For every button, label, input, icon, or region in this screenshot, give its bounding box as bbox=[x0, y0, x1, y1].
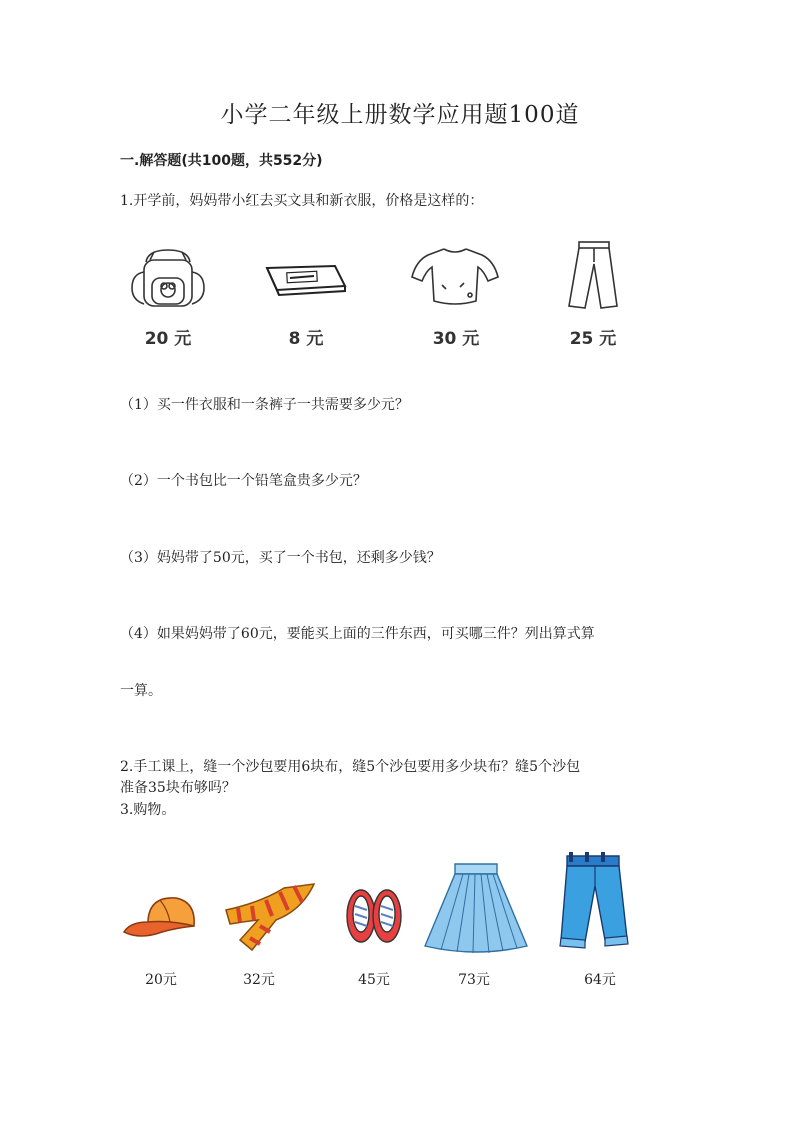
problem-2-line-2: 准备35块布够吗？ bbox=[120, 780, 236, 796]
question-1-4: （4）如果妈妈带了60元，要能买上面的三件东西，可买哪三件？列出算式算 bbox=[120, 626, 595, 642]
price-pants: 25 元 bbox=[569, 329, 617, 349]
question-1-2: （2）一个书包比一个铅笔盒贵多少元？ bbox=[120, 473, 367, 489]
skirt-icon bbox=[423, 862, 529, 956]
price-scarf: 32元 bbox=[243, 972, 275, 988]
section-heading: 一.解答题(共100题，共552分) bbox=[120, 153, 323, 169]
problem-3-text: 3.购物。 bbox=[120, 802, 176, 818]
jeans-icon bbox=[555, 852, 631, 952]
price-pencil-box: 8 元 bbox=[288, 329, 324, 349]
shirt-icon bbox=[408, 243, 502, 309]
question-1-1: （1）买一件衣服和一条裤子一共需要多少元？ bbox=[120, 397, 409, 413]
pencil-box-icon bbox=[265, 262, 347, 296]
problem-1-text: 1.开学前，妈妈带小红去买文具和新衣服，价格是这样的： bbox=[120, 193, 484, 209]
shoes-icon bbox=[341, 886, 407, 948]
page-title: 小学二年级上册数学应用题100道 bbox=[220, 102, 580, 128]
cap-icon bbox=[120, 892, 202, 944]
price-shirt: 30 元 bbox=[432, 329, 480, 349]
backpack-icon bbox=[128, 248, 208, 310]
price-shoes: 45元 bbox=[358, 972, 390, 988]
question-1-3: （3）妈妈带了50元，买了一个书包，还剩多少钱？ bbox=[120, 550, 441, 566]
price-cap: 20元 bbox=[145, 972, 177, 988]
price-skirt: 73元 bbox=[458, 972, 490, 988]
price-backpack: 20 元 bbox=[144, 329, 192, 349]
question-1-4-continued: 一算。 bbox=[120, 683, 162, 699]
problem-2-line-1: 2.手工课上，缝一个沙包要用6块布，缝5个沙包要用多少块布？缝5个沙包 bbox=[120, 759, 581, 775]
price-jeans: 64元 bbox=[584, 972, 616, 988]
pants-icon bbox=[565, 240, 625, 312]
scarf-icon bbox=[222, 880, 322, 954]
